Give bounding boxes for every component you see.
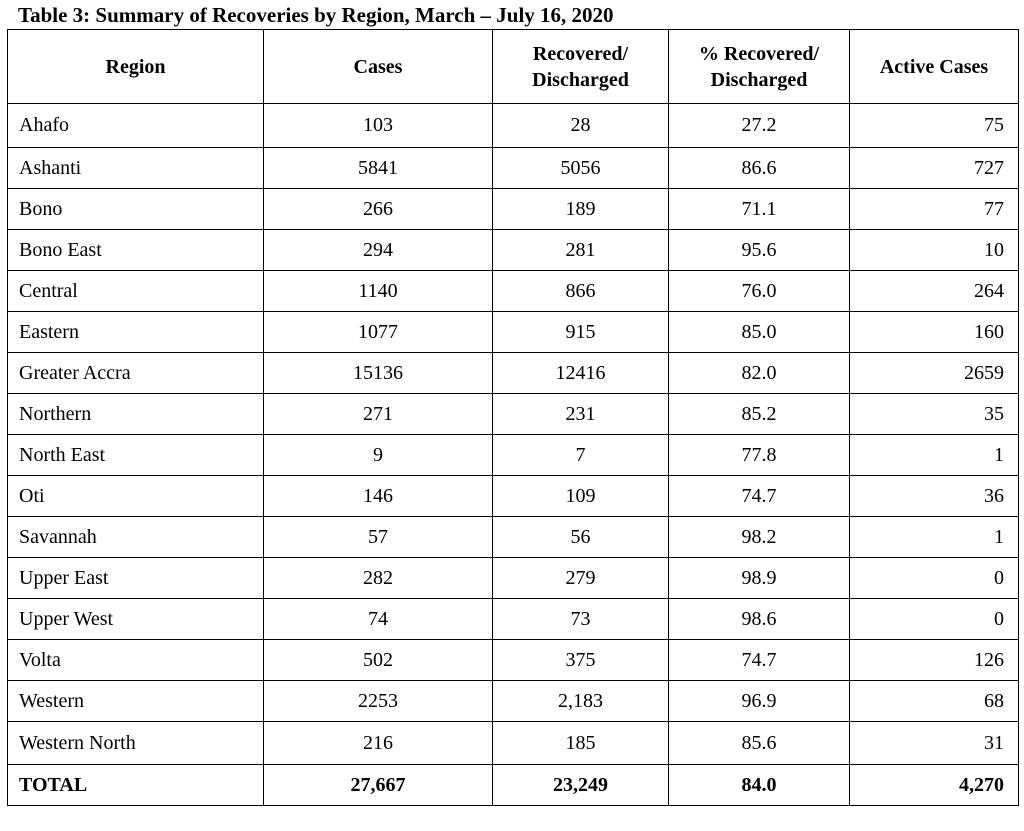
- active-cases-cell: 1: [850, 435, 1019, 476]
- recovered-cell: 866: [493, 271, 669, 312]
- region-cell: Oti: [8, 476, 264, 517]
- recovered-cell: 281: [493, 230, 669, 271]
- active-cases-cell: 727: [850, 148, 1019, 189]
- recovered-cell: 5056: [493, 148, 669, 189]
- cases-cell: 74: [264, 599, 493, 640]
- table-row: [8, 599, 1019, 640]
- recovered-cell: 28: [493, 104, 669, 148]
- region-cell: Western North: [8, 722, 264, 765]
- cases-cell: 146: [264, 476, 493, 517]
- region-cell: Greater Accra: [8, 353, 264, 394]
- total-cases-cell: 27,667: [264, 765, 493, 806]
- table-row: [8, 104, 1019, 148]
- cases-cell: 57: [264, 517, 493, 558]
- header-pct-recovered: % Recovered/ Discharged: [669, 30, 850, 104]
- pct-recovered-cell: 74.7: [669, 476, 850, 517]
- pct-recovered-cell: 95.6: [669, 230, 850, 271]
- pct-recovered-cell: 85.6: [669, 722, 850, 765]
- recovered-cell: 185: [493, 722, 669, 765]
- table-row: [8, 722, 1019, 765]
- table-caption: Table 3: Summary of Recoveries by Region, March – July 16, 2020: [18, 3, 614, 27]
- active-cases-cell: 126: [850, 640, 1019, 681]
- active-cases-cell: 2659: [850, 353, 1019, 394]
- recovered-cell: 189: [493, 189, 669, 230]
- pct-recovered-cell: 74.7: [669, 640, 850, 681]
- total-active-cases-cell: 4,270: [850, 765, 1019, 806]
- table-row: [8, 353, 1019, 394]
- table-row: [8, 681, 1019, 722]
- cases-cell: 1140: [264, 271, 493, 312]
- region-cell: Northern: [8, 394, 264, 435]
- cases-cell: 2253: [264, 681, 493, 722]
- active-cases-cell: 264: [850, 271, 1019, 312]
- recovered-cell: 109: [493, 476, 669, 517]
- recovered-cell: 231: [493, 394, 669, 435]
- cases-cell: 282: [264, 558, 493, 599]
- table-row: [8, 230, 1019, 271]
- cases-cell: 294: [264, 230, 493, 271]
- pct-recovered-cell: 98.6: [669, 599, 850, 640]
- table-row: [8, 558, 1019, 599]
- pct-recovered-cell: 96.9: [669, 681, 850, 722]
- pct-recovered-cell: 76.0: [669, 271, 850, 312]
- recovered-cell: 56: [493, 517, 669, 558]
- pct-recovered-cell: 71.1: [669, 189, 850, 230]
- cases-cell: 5841: [264, 148, 493, 189]
- recovered-cell: 915: [493, 312, 669, 353]
- header-active-cases: Active Cases: [850, 30, 1019, 104]
- region-cell: Volta: [8, 640, 264, 681]
- active-cases-cell: 75: [850, 104, 1019, 148]
- region-cell: Savannah: [8, 517, 264, 558]
- pct-recovered-cell: 85.0: [669, 312, 850, 353]
- pct-recovered-cell: 85.2: [669, 394, 850, 435]
- table-row: [8, 476, 1019, 517]
- table-body: [8, 104, 1019, 806]
- region-cell: Eastern: [8, 312, 264, 353]
- header-row: [8, 30, 1019, 104]
- pct-recovered-cell: 77.8: [669, 435, 850, 476]
- total-recovered-cell: 23,249: [493, 765, 669, 806]
- pct-recovered-cell: 98.2: [669, 517, 850, 558]
- active-cases-cell: 10: [850, 230, 1019, 271]
- active-cases-cell: 68: [850, 681, 1019, 722]
- recovered-cell: 279: [493, 558, 669, 599]
- table-row: [8, 435, 1019, 476]
- total-pct-recovered-cell: 84.0: [669, 765, 850, 806]
- header-region: Region: [8, 30, 264, 104]
- active-cases-cell: 0: [850, 599, 1019, 640]
- active-cases-cell: 160: [850, 312, 1019, 353]
- cases-cell: 9: [264, 435, 493, 476]
- table-row: [8, 148, 1019, 189]
- pct-recovered-cell: 86.6: [669, 148, 850, 189]
- region-cell: North East: [8, 435, 264, 476]
- cases-cell: 15136: [264, 353, 493, 394]
- active-cases-cell: 0: [850, 558, 1019, 599]
- cases-cell: 1077: [264, 312, 493, 353]
- header-recovered: Recovered/ Discharged: [493, 30, 669, 104]
- recovered-cell: 375: [493, 640, 669, 681]
- recovered-cell: 12416: [493, 353, 669, 394]
- region-cell: Central: [8, 271, 264, 312]
- total-row: [8, 765, 1019, 806]
- cases-cell: 103: [264, 104, 493, 148]
- recovered-cell: 73: [493, 599, 669, 640]
- cases-cell: 266: [264, 189, 493, 230]
- active-cases-cell: 1: [850, 517, 1019, 558]
- pct-recovered-cell: 27.2: [669, 104, 850, 148]
- region-cell: Bono East: [8, 230, 264, 271]
- region-cell: Western: [8, 681, 264, 722]
- region-cell: Ahafo: [8, 104, 264, 148]
- recoveries-table: [7, 29, 1019, 806]
- table-row: [8, 517, 1019, 558]
- cases-cell: 216: [264, 722, 493, 765]
- total-label-cell: TOTAL: [8, 765, 264, 806]
- active-cases-cell: 77: [850, 189, 1019, 230]
- cases-cell: 271: [264, 394, 493, 435]
- table-row: [8, 312, 1019, 353]
- table-row: [8, 394, 1019, 435]
- cases-cell: 502: [264, 640, 493, 681]
- active-cases-cell: 31: [850, 722, 1019, 765]
- recovered-cell: 2,183: [493, 681, 669, 722]
- region-cell: Bono: [8, 189, 264, 230]
- region-cell: Upper West: [8, 599, 264, 640]
- pct-recovered-cell: 82.0: [669, 353, 850, 394]
- table-row: [8, 271, 1019, 312]
- recovered-cell: 7: [493, 435, 669, 476]
- active-cases-cell: 36: [850, 476, 1019, 517]
- region-cell: Ashanti: [8, 148, 264, 189]
- table-row: [8, 189, 1019, 230]
- pct-recovered-cell: 98.9: [669, 558, 850, 599]
- table-header: [8, 30, 1019, 104]
- header-cases: Cases: [264, 30, 493, 104]
- region-cell: Upper East: [8, 558, 264, 599]
- table-row: [8, 640, 1019, 681]
- active-cases-cell: 35: [850, 394, 1019, 435]
